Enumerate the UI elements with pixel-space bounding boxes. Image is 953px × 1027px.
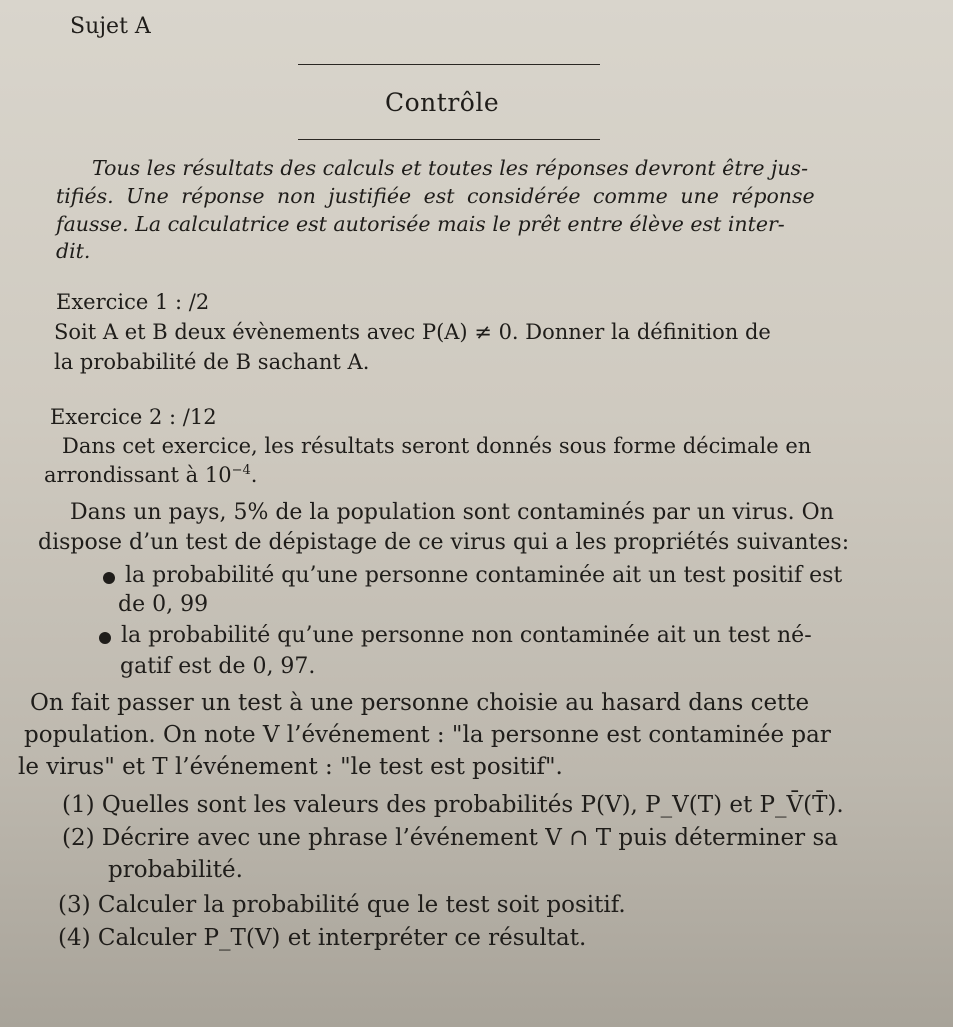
- subject-label: Sujet A: [70, 14, 151, 39]
- intro-line-1: Tous les résultats des calculs et toutes les réponses devront être jus-: [92, 156, 809, 180]
- exercise-1-line-1: Soit A et B deux évènements avec P(A) ≠ 0. Donner la définition de: [54, 320, 771, 344]
- question-2-line-1: (2) Décrire avec une phrase l’événement V ∩ T puis déterminer sa: [62, 825, 838, 851]
- title-rule-bottom: [298, 139, 600, 140]
- exercise-1-heading: Exercice 1 : /2: [56, 290, 210, 314]
- exercise-2-heading: Exercice 2 : /12: [50, 405, 217, 429]
- bullet-dot-2: [99, 632, 111, 644]
- bullet-1-line-1: la probabilité qu’une personne contaminée ait un test positif est: [125, 563, 843, 588]
- exercise-2-p1-line-2: [44, 463, 257, 487]
- question-3: (3) Calculer la probabilité que le test soit positif.: [58, 892, 626, 918]
- intro-line-4: dit.: [56, 239, 91, 263]
- bullet-2-line-1: la probabilité qu’une personne non contaminée ait un test né-: [121, 623, 812, 648]
- question-1: (1) Quelles sont les valeurs des probabilités P(V), P_V(T) et P_V̄(T̄).: [62, 792, 844, 818]
- bullet-dot-1: [103, 572, 115, 584]
- title-rule-top: [298, 64, 600, 65]
- rounding-exponent: −4: [231, 463, 251, 478]
- exercise-2-p3-line-1: On fait passer un test à une personne choisie au hasard dans cette: [30, 690, 810, 716]
- exercise-1-line-2: la probabilité de B sachant A.: [54, 350, 370, 374]
- exercise-2-p2-line-1: Dans un pays, 5% de la population sont contaminés par un virus. On: [70, 500, 834, 525]
- exercise-2-p3-line-2: population. On note V l’événement : "la personne est contaminée par: [24, 722, 831, 748]
- page-title: Contrôle: [385, 88, 500, 117]
- bullet-2-line-2: gatif est de 0, 97.: [120, 654, 316, 679]
- question-4: (4) Calculer P_T(V) et interpréter ce résultat.: [58, 925, 587, 951]
- question-2-line-2: probabilité.: [108, 857, 243, 883]
- bullet-1-line-2: de 0, 99: [118, 592, 209, 617]
- intro-line-2: tifiés. Une réponse non justifiée est considérée comme une réponse: [56, 184, 815, 208]
- rounding-text: arrondissant à 10: [44, 463, 232, 487]
- exercise-2-p1-line-1: Dans cet exercice, les résultats seront donnés sous forme décimale en: [62, 434, 812, 458]
- exercise-2-p3-line-3: le virus" et T l’événement : "le test est positif".: [18, 754, 563, 780]
- rounding-period: .: [250, 463, 258, 487]
- exercise-2-p2-line-2: dispose d’un test de dépistage de ce virus qui a les propriétés suivantes:: [38, 530, 850, 555]
- intro-line-3: fausse. La calculatrice est autorisée mais le prêt entre élève est inter-: [56, 212, 785, 236]
